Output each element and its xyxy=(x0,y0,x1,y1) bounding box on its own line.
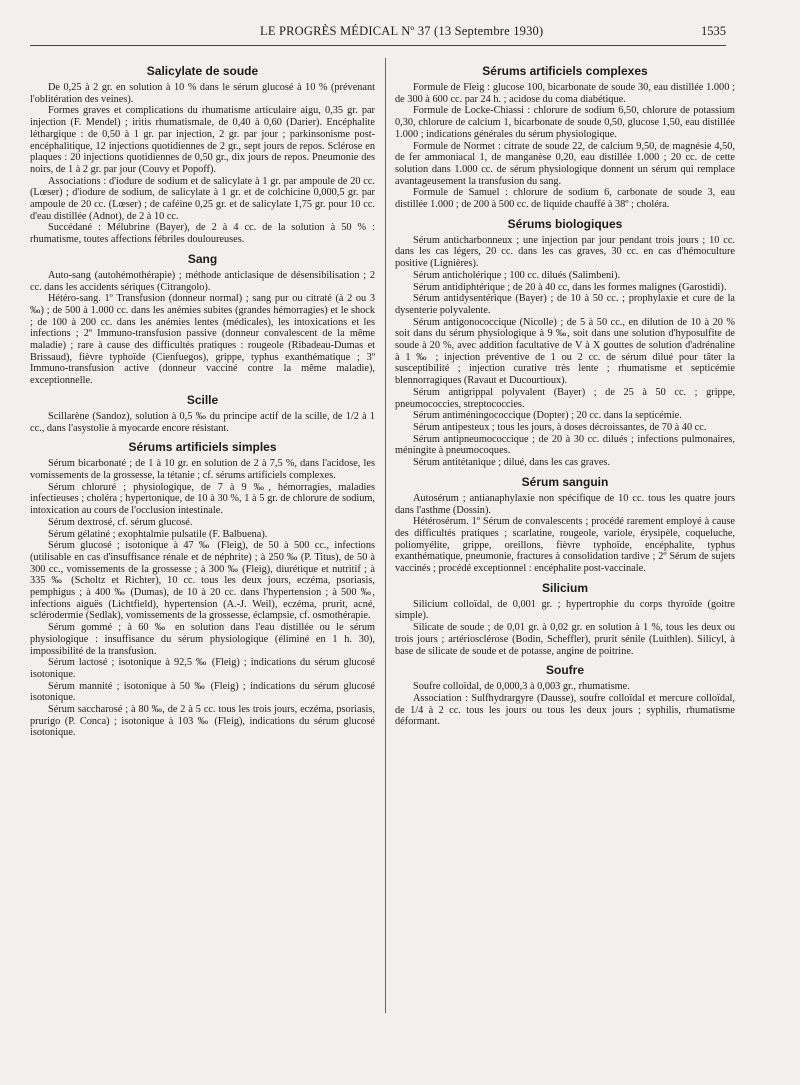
paragraph: Formes graves et complications du rhumatisme articulaire aigu, 0,35 gr. par injection (F. Mendel) ; iritis rhumatismale, de 0,40 à 0,60 (Darier). Encéphalite léthargique : de 0,50 à 1 gr. par injection, 2 gr. par jour ; parkinsonisme post-encéphalitique, 12 injections quotidiennes de 2 gr., sept jours de repos. Sclérose en plaques : 20 injections quotidiennes de 0,50 gr., dix jours de repos. Pneumonie des noirs, de 1 à 2 gr. par jour (Couvy et Popoff). xyxy=(30,105,375,175)
paragraph: Succédané : Mélubrine (Bayer), de 2 à 4 cc. de la solution à 50 % : rhumatisme, toutes affections fébriles douloureuses. xyxy=(30,222,375,246)
paragraph: Sérum gommé ; à 60 ‰ en solution dans l'eau distillée ou le sérum physiologique : insuffisance du sérum physiologique (éliminé en 1 h. 30), impossibilité de la transfusion. xyxy=(30,622,375,657)
page-number: 1535 xyxy=(701,24,726,38)
paragraph: Sérum antidiphtérique ; de 20 à 40 cc, dans les formes malignes (Garostidi). xyxy=(413,281,727,293)
paragraph: Hétérosérum. 1º Sérum de convalescents ; procédé rarement employé à cause des difficultés pratiques ; scarlatine, rougeole, variole, érysipèle, coqueluche, poliomyélite, grippe, oreillons, fièvre typhoïde, encéphalite, typhus exanthématique, pneumonie, fractures à consolidation tardive ; 2º Sérum de sujets vaccinés ; procédé exceptionnel : encéphalite post-vaccinale. xyxy=(395,516,735,575)
paragraph: Sérum anticholérique ; 100 cc. dilués (Salimbeni). xyxy=(413,269,621,281)
paragraph: Associations : d'iodure de sodium et de salicylate à 1 gr. par ampoule de 20 cc. (Lœser) ; d'iodure de sodium, de salicylate à 1 gr. et de colchicine 0,000,5 gr. par ampoule de 20 cc. (Lœser) ; de caféine 0,25 gr. et de salicylate 1,75 gr. pour 10 cc. d'eau distillée (Adnot), de 2 à 10 cc. xyxy=(30,175,375,222)
paragraph: Silicium colloïdal, de 0,001 gr. ; hypertrophie du corps thyroïde (goitre simple). xyxy=(395,598,735,622)
section-soufre xyxy=(395,663,735,728)
section-heading: Silicium xyxy=(541,580,588,595)
section-salicylate-de-soude xyxy=(30,64,375,246)
paragraph: Autosérum ; antianaphylaxie non spécifique de 10 cc. tous les quatre jours dans l'asthme (Dossin). xyxy=(395,492,735,516)
section-scille xyxy=(30,393,375,434)
section-heading: Soufre xyxy=(545,663,584,678)
paragraph: Formule de Fleig : glucose 100, bicarbonate de soude 30, eau distillée 1.000 ; de 300 à 600 cc. par 24 h. ; acidose du coma diabétique. xyxy=(395,82,735,105)
paragraph: Scillarène (Sandoz), solution à 0,5 ‰ du principe actif de la scille, de 1/2 à 1 cc., dans l'asystolie à myocarde encore résistant. xyxy=(30,410,375,434)
section-heading: Sérums artificiels simples xyxy=(128,440,277,455)
header-rule xyxy=(30,45,726,46)
section-heading: Sang xyxy=(187,251,218,266)
section-serums-biologiques xyxy=(395,217,735,469)
paragraph: Sérum dextrosé, cf. sérum glucosé. xyxy=(48,516,193,528)
paragraph: Auto-sang (autohémothérapie) ; méthode anticlasique de désensibilisation ; 2 cc. dans les accidents sériques (Citrangolo). xyxy=(30,269,375,293)
paragraph: Formule de Normet : citrate de soude 22, de calcium 9,50, de magnésie 4,50, de fer ammoniacal 1, de manganèse 0,20, eau distillée 1.000 ; 20 cc. de cette solution dans 1.000 cc. de sérum physiologique donnent un sérum qui remplace avantageusement la transfusion du sang. xyxy=(395,140,735,187)
paragraph: Sérum antipneumococcique ; de 20 à 30 cc. dilués ; infections pulmonaires, méningite à pneumocoques. xyxy=(395,433,735,457)
section-heading: Sérum sanguin xyxy=(521,474,609,489)
paragraph: Sérum antitétanique ; dilué, dans les cas graves. xyxy=(413,457,611,469)
paragraph: Silicate de soude ; de 0,01 gr. à 0,02 gr. en solution à 1 %, tous les deux ou trois jours ; artériosclérose (Bodin, Scheffler), prurit sénile (Luithlen). Silicyl, à base de silicate de soude et de potasse, angine de poitrine. xyxy=(395,622,735,657)
running-title: LE PROGRÈS MÉDICAL Nº 37 (13 Septembre 1930) xyxy=(260,24,544,38)
paragraph: Sérum gélatiné ; exophtalmie pulsatile (F. Balbuena). xyxy=(48,528,268,540)
section-sang xyxy=(30,252,375,387)
paragraph: Sérum chloruré ; physiologique, de 7 à 9 ‰, hémorragies, maladies infectieuses ; choléra ; hypertonique, de 10 à 30 %, 1 à 5 gr. de chlorure de sodium, intoxication au cours de l'occlusion intestinale. xyxy=(30,481,375,517)
paragraph: Sérum antigrippal polyvalent (Bayer) ; de 25 à 50 cc. ; grippe, pneumococcies, streptococcies. xyxy=(395,386,735,410)
paragraph: Sérum mannité ; isotonique à 50 ‰ (Fleig) ; indications du sérum glucosé isotonique. xyxy=(30,680,375,704)
paragraph: Sérum saccharosé ; à 80 ‰, de 2 à 5 cc. tous les trois jours, eczéma, psoriasis, prurigo (P. Conca) ; isotonique à 103 ‰ (Fleig), indications du sérum glucosé isotonique. xyxy=(30,704,375,739)
paragraph: Sérum antigonococcique (Nicolle) ; de 5 à 50 cc., en dilution de 10 à 20 % soit dans du sérum physiologique à 9 ‰, soit dans une solution d'hyposulfite de soude à 20 %, avec addition facultative de V à X gouttes de solution d'adrénaline à 1 ‰ ; injection préventive de 1 ou 2 cc. de sérum dilué pour tâter la susceptibilité ; injection curative très lente ; rhumatisme et septicémie blennorragiques (Ravaut et Ducourtioux). xyxy=(395,316,735,387)
paragraph: Hétéro-sang. 1º Transfusion (donneur normal) ; sang pur ou citraté (à 2 ou 3 ‰) ; de 500 à 1.000 cc. dans les anémies subites (grandes hémorragies) et le shock ; de 100 à 200 cc. dans les anémies lentes (médicales), les intoxications et les infections ; 2º Immuno-transfusion passive (donneur convalescent de la même maladie) ; rare à cause des difficultés pratiques : rougeole (Ribadeau-Dumas et Brissaud), fièvre typhoïde (Cienfuegos), grippe, typhus exanthématique ; 3º Immuno-transfusion active (donneur vacciné contre la même maladie), exceptionnelle. xyxy=(30,293,375,387)
paragraph: Formule de Samuel : chlorure de sodium 6, carbonate de soude 3, eau distillée 1.000 ; de 200 à 500 cc. de liquide chauffé à 38º ; choléra. xyxy=(395,187,735,211)
paragraph: Sérum antipesteux ; tous les jours, à doses décroissantes, de 70 à 40 cc. xyxy=(413,421,707,433)
paragraph: Sérum bicarbonaté ; de 1 à 10 gr. en solution de 2 à 7,5 %, dans l'acidose, les vomissements de la grossesse, la tétanie ; cf. sérums artificiels complexes. xyxy=(30,458,375,481)
paragraph: Sérum glucosé ; isotonique à 47 ‰ (Fleig), de 50 à 500 cc., infections (utilisable en cas d'insuffisance rénale et de néphrite) ; à 250 ‰ (P. Titus), de 50 à 300 cc., vomissements de la grossesse ; à 300 ‰ (Fleig), diurétique et nutritif ; à 335 ‰ (Scholtz et Richter), 10 cc. tous les deux jours, eczéma, psoriasis, pemphigus ; à 400 ‰ (Dumas), de 10 à 20 cc. dans l'hypertension ; à 500 ‰, infections aiguës (Lichtfield), hypertension (A.-J. Weil), eczéma, prurit, acné, sclérodermie (Sedlak), vomissements de la grossesse, éclampsie, cf. osmothérapie. xyxy=(30,540,375,622)
section-serum-sanguin xyxy=(395,475,735,575)
paragraph: Formule de Locke-Chiassi : chlorure de sodium 6,50, chlorure de potassium 0,30, chlorure de calcium 1, bicarbonate de soude 0,50, glucose 1,50, eau distillée 1.000 ; indications générales du sérum physiologique. xyxy=(395,105,735,140)
paragraph: Sérum anticharbonneux ; une injection par jour pendant trois jours ; 10 cc. dans les cas légers, 20 cc. dans les cas graves, 30 cc. en cas d'hémoculture positive (Lignières). xyxy=(395,234,735,270)
paragraph: Sérum lactosé ; isotonique à 92,5 ‰ (Fleig) ; indications du sérum glucosé isotonique. xyxy=(30,657,375,680)
section-serums-artificiels-complexes xyxy=(395,64,735,211)
paragraph: Soufre colloïdal, de 0,000,3 à 0,003 gr., rhumatisme. xyxy=(413,681,630,693)
section-heading: Salicylate de soude xyxy=(146,64,259,78)
paragraph: Association : Sulfhydrargyre (Dausse), soufre colloïdal et mercure colloïdal, de 1/4 à 2 cc. tous les jours ou tous les deux jours ; syphilis, rhumatisme déformant. xyxy=(395,692,735,728)
paragraph: De 0,25 à 2 gr. en solution à 10 % dans le sérum glucosé à 10 % (prévenant l'oblitération des veines). xyxy=(30,82,375,105)
section-heading: Sérums biologiques xyxy=(507,216,623,231)
paragraph: Sérum antiméningococcique (Dopter) ; 20 cc. dans la septicémie. xyxy=(413,410,682,422)
section-serums-artificiels-simples xyxy=(30,440,375,739)
left-column xyxy=(30,58,375,739)
section-silicium xyxy=(395,581,735,658)
column-divider xyxy=(385,58,386,1013)
paragraph: Sérum antidysentérique (Bayer) ; de 10 à 50 cc. ; prophylaxie et cure de la dysenterie polyvalente. xyxy=(395,293,735,316)
right-column xyxy=(395,58,735,728)
section-heading: Sérums artificiels complexes xyxy=(482,64,648,78)
page-header xyxy=(30,24,726,42)
section-heading: Scille xyxy=(186,392,219,407)
